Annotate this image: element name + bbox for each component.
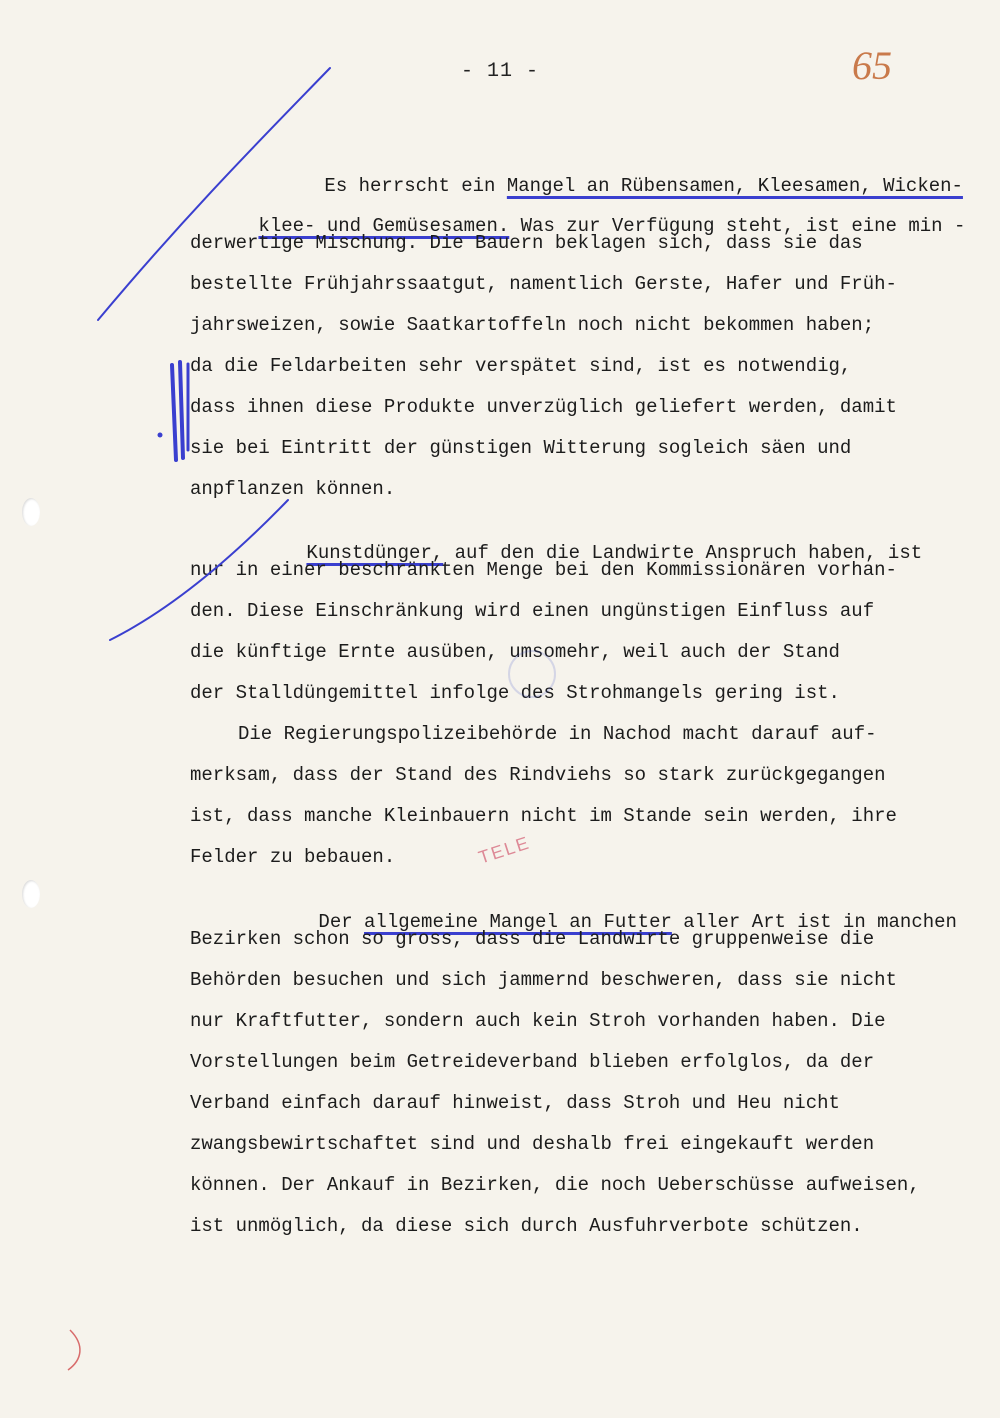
text-line: da die Feldarbeiten sehr verspätet sind, ist es notwendig,	[190, 355, 852, 377]
punch-hole	[22, 880, 40, 908]
text-line: Vorstellungen beim Getreideverband blieben erfolglos, da der	[190, 1051, 875, 1073]
text-line: bestellte Frühjahrssaatgut, namentlich Gerste, Hafer und Früh-	[190, 273, 897, 295]
line-prefix: Es herrscht ein	[324, 175, 507, 197]
text-line: merksam, dass der Stand des Rindviehs so stark zurückgegangen	[190, 764, 886, 786]
text-line: Bezirken schon so gross, dass die Landwirte gruppenweise die	[190, 928, 875, 950]
text-line: derwertige Mischung. Die Bauern beklagen sich, dass sie das	[190, 232, 863, 254]
pencil-bar	[172, 365, 176, 460]
pencil-bar	[180, 362, 183, 458]
text-line: ist, dass manche Kleinbauern nicht im Stande sein werden, ihre	[190, 805, 897, 827]
text-line: können. Der Ankauf in Bezirken, die noch Ueberschüsse aufweisen,	[190, 1174, 920, 1196]
text-line: jahrsweizen, sowie Saatkartoffeln noch nicht bekommen haben;	[190, 314, 875, 336]
line-suffix: auf den die Landwirte Anspruch haben, ist	[443, 542, 923, 564]
text-line: ist unmöglich, da diese sich durch Ausfuhrverbote schützen.	[190, 1215, 863, 1237]
text-line: der Stalldüngemittel infolge des Strohmangels gering ist.	[190, 682, 840, 704]
underlined-phrase: Mangel an Rübensamen, Kleesamen, Wicken-	[506, 175, 963, 197]
page-number: - 11 -	[460, 60, 539, 83]
text-line: die künftige Ernte ausüben, umsomehr, weil auch der Stand	[190, 641, 840, 663]
text-line: den. Diese Einschränkung wird einen ungünstigen Einfluss auf	[190, 600, 875, 622]
punch-hole	[22, 498, 40, 526]
text-line: sie bei Eintritt der günstigen Witterung sogleich säen und	[190, 437, 852, 459]
text-line: zwangsbewirtschaftet sind und deshalb frei eingekauft werden	[190, 1133, 875, 1155]
text-line: dass ihnen diese Produkte unverzüglich geliefert werden, damit	[190, 396, 897, 418]
underlined-phrase: klee- und Gemüsesamen.	[258, 215, 510, 237]
text-line: Verband einfach darauf hinweist, dass Stroh und Heu nicht	[190, 1092, 840, 1114]
text-line: nur Kraftfutter, sondern auch kein Stroh vorhanden haben. Die	[190, 1010, 886, 1032]
text-line: nur in einer beschränkten Menge bei den Kommissionären vorhan-	[190, 559, 897, 581]
line-suffix: aller Art ist in manchen	[671, 911, 957, 933]
text-line: anpflanzen können.	[190, 478, 396, 500]
underlined-phrase: allgemeine Mangel an Futter	[364, 911, 672, 933]
underlined-phrase: Kunstdünger,	[306, 542, 444, 564]
text-line: Felder zu bebauen.	[190, 846, 396, 868]
folio-number: 65	[852, 43, 892, 88]
red-pencil-mark	[68, 1330, 80, 1370]
faint-round-stamp	[508, 650, 556, 698]
ink-stamp: TELE	[476, 832, 533, 868]
pencil-dot	[158, 433, 163, 438]
line-prefix: Der	[318, 911, 365, 933]
text-line: Behörden besuchen und sich jammernd beschweren, dass sie nicht	[190, 969, 897, 991]
line-suffix: Was zur Verfügung steht, ist eine min -	[509, 215, 966, 237]
text-line: Die Regierungspolizeibehörde in Nachod macht darauf auf-	[238, 723, 877, 745]
